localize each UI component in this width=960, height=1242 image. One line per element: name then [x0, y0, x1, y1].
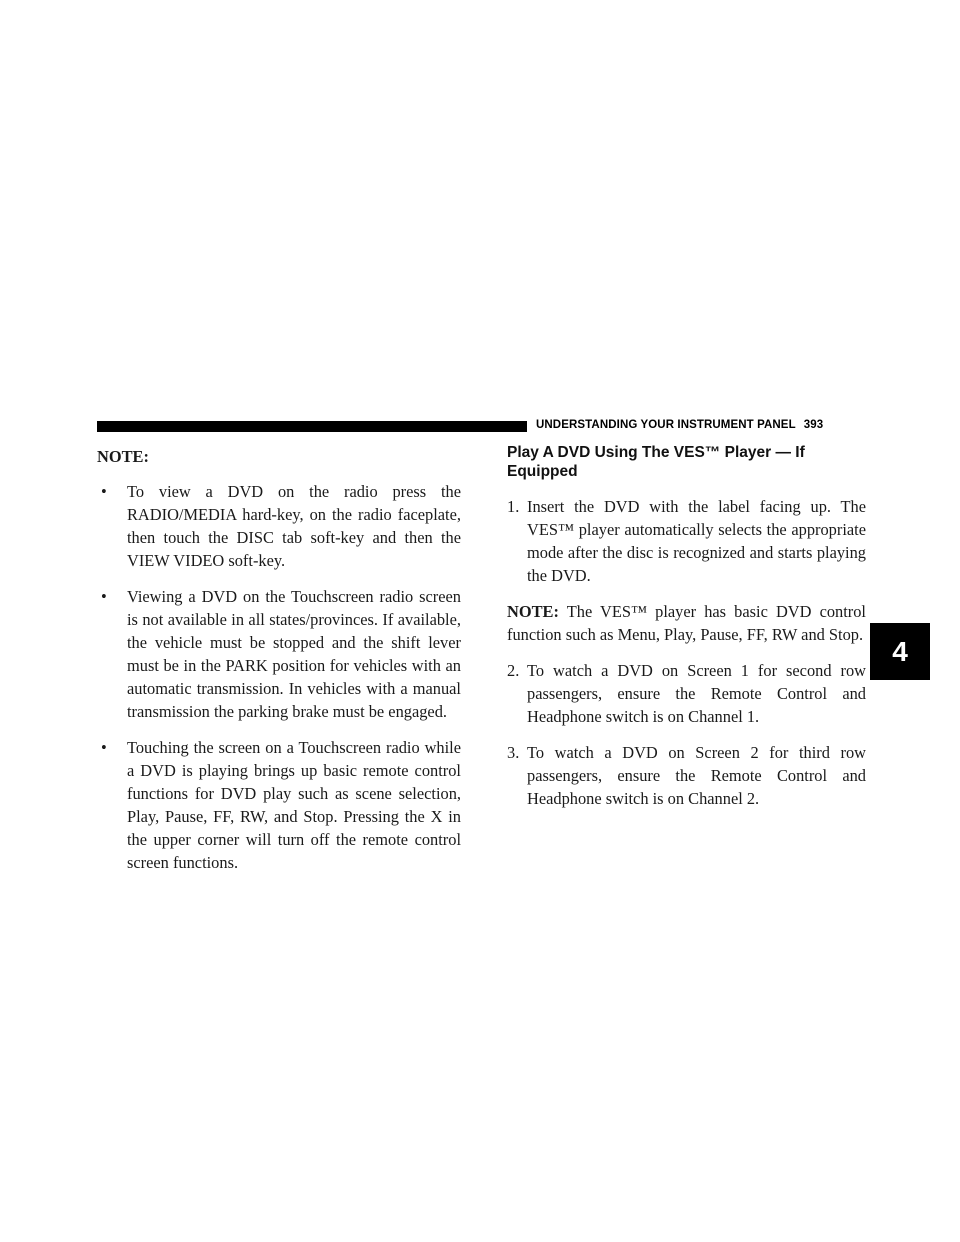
step-number: 1. [507, 497, 520, 516]
right-column [507, 445, 866, 823]
numbered-step [507, 741, 866, 810]
bullet-icon: • [101, 738, 107, 757]
bullet-item [97, 480, 461, 572]
numbered-step [507, 495, 866, 587]
note-paragraph [507, 600, 866, 646]
step-text: Insert the DVD with the label facing up. The VES™ player automatically selects the appropriate mode after the disc is recognized and starts playing the DVD. [527, 497, 866, 585]
step-text: To watch a DVD on Screen 1 for second row passengers, ensure the Remote Control and Headphone switch is on Channel 1. [527, 661, 866, 726]
header-rule [97, 421, 527, 432]
section-heading: Play A DVD Using The VES™ Player — If Equipped [507, 444, 805, 480]
bullet-icon: • [101, 482, 107, 501]
chapter-tab: 4 [870, 623, 930, 680]
running-header [536, 419, 823, 431]
bullet-text: Viewing a DVD on the Touchscreen radio screen is not available in all states/provinces. If available, the vehicle must be stopped and the shift lever must be in the PARK position for vehicles with an automatic transmission. In vehicles with a manual transmission the parking brake must be engaged. [127, 587, 461, 721]
bullet-text: Touching the screen on a Touchscreen radio while a DVD is playing brings up basic remote control functions for DVD play such as scene selection, Play, Pause, FF, RW, and Stop. Pressing the X in the upper corner will turn off the remote control screen functions. [127, 738, 461, 872]
bullet-text: To view a DVD on the radio press the RADIO/MEDIA hard-key, on the radio faceplate, then touch the DISC tab soft-key and then the VIEW VIDEO soft-key. [127, 482, 461, 570]
note-label: NOTE: [507, 602, 559, 621]
note-heading: NOTE: [97, 447, 149, 466]
step-number: 3. [507, 743, 520, 762]
header-title: UNDERSTANDING YOUR INSTRUMENT PANEL [536, 419, 796, 431]
left-column [97, 445, 461, 887]
note-text: The VES™ player has basic DVD control function such as Menu, Play, Pause, FF, RW and Stop. [507, 602, 866, 644]
page-number: 393 [803, 419, 824, 431]
bullet-item [97, 585, 461, 723]
numbered-step [507, 659, 866, 728]
bullet-icon: • [101, 587, 107, 606]
step-number: 2. [507, 661, 520, 680]
step-text: To watch a DVD on Screen 2 for third row passengers, ensure the Remote Control and Headphone switch is on Channel 2. [527, 743, 866, 808]
bullet-item [97, 736, 461, 874]
